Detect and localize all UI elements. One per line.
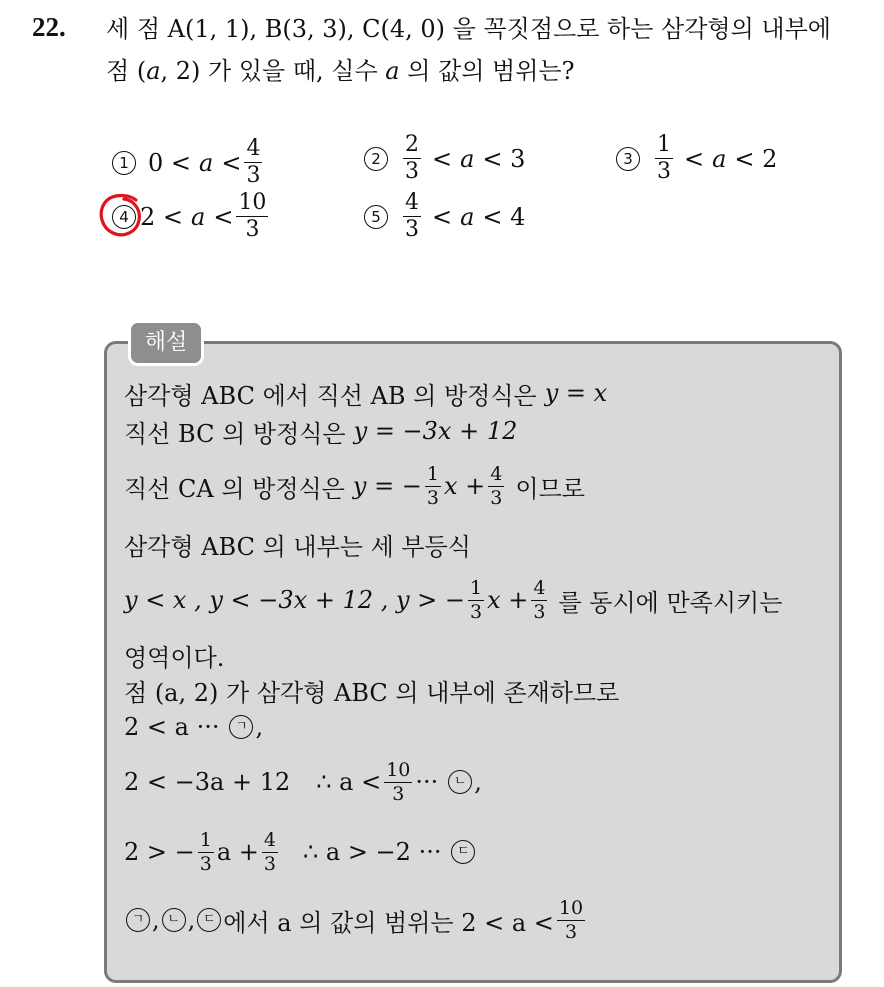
sol-line-10 [124, 828, 477, 875]
choice-5-var: a [460, 202, 475, 231]
sol-l5-f2-num: 4 [533, 576, 546, 599]
choice-2-var: a [460, 144, 475, 173]
sol-l10-mid: a + [216, 838, 259, 866]
choice-1-marker: 1 [112, 151, 136, 175]
choice-5-num: 4 [405, 190, 419, 215]
sol-line-1 [124, 373, 607, 413]
sol-l11-num: 10 [558, 896, 584, 919]
choice-2[interactable] [364, 134, 525, 183]
sol-line-4: 삼각형 ABC 의 내부는 세 부등식 [124, 532, 471, 561]
sol-l9-num: 10 [386, 758, 411, 781]
sol-l3-text: 직선 CA 의 방정식은 [124, 474, 345, 503]
choice-3-mid: < [684, 144, 705, 173]
sol-l5-ineq: y < x , y < −3x + 12 , y > − [124, 586, 466, 614]
sol-line-11: ㄱ , ㄴ , ㄷ 에서 a 의 값의 범위는 2 < a < $\frac{10}{3}$ [124, 900, 588, 940]
sol-l8-text: 2 < a ··· [124, 713, 220, 741]
sol-l10-text: 2 > − [124, 838, 195, 866]
choice-3-post: < 2 [734, 144, 778, 173]
sol-l3-f2-num: 4 [490, 462, 503, 485]
choice-4-var: a [191, 202, 206, 231]
choice-5-mid: < [432, 202, 453, 231]
answer-circle-annotation [96, 190, 148, 242]
solution-label: 해설 [128, 320, 204, 366]
choice-3-marker: 3 [616, 147, 640, 171]
sol-l10-f1-num: 1 [199, 828, 212, 851]
choice-4-pre: 2 < [140, 202, 184, 231]
circled-mark-digeut-2: ㄷ [197, 908, 221, 932]
choice-5-post: < 4 [482, 202, 526, 231]
q2-part-b: , 2) 가 있을 때, 실수 [160, 57, 386, 85]
sol-line-7: 점 (a, 2) 가 삼각형 ABC 의 내부에 존재하므로 [124, 678, 620, 707]
sol-l9-den: 3 [392, 782, 405, 805]
choice-2-den: 3 [405, 159, 419, 184]
choice-4-den: 3 [245, 217, 260, 242]
sol-line-6: 영역이다. [124, 643, 225, 672]
sol-l3-post: 이므로 [515, 474, 585, 503]
sol-l3-eq-pre: y = − [352, 472, 422, 500]
sol-l5-f1-num: 1 [470, 576, 483, 599]
choice-1-var: a [199, 148, 214, 177]
q2-var-2: a [385, 57, 400, 85]
sol-l11-text: 에서 a 의 값의 범위는 2 < a < [223, 908, 554, 937]
sol-l1-text: 삼각형 ABC 에서 직선 AB 의 방정식은 [124, 381, 537, 410]
sol-l9-therefore: ∴ a < [316, 768, 382, 796]
question-number: 22. [32, 12, 66, 42]
choice-1-mid: < [221, 148, 242, 177]
sol-l5-f2-den: 3 [533, 600, 546, 623]
choice-2-mid: < [432, 144, 453, 173]
sol-l3-f2-den: 3 [490, 486, 503, 509]
sol-l5-post: 를 동시에 만족시키는 [558, 588, 783, 617]
choice-1-num: 4 [246, 136, 261, 161]
choice-3[interactable] [616, 134, 777, 183]
choice-5-marker: 5 [364, 205, 388, 229]
sol-l9-dots: ··· [415, 768, 439, 796]
sol-l10-f2-den: 3 [263, 852, 276, 875]
choice-5-den: 3 [405, 217, 419, 242]
sol-l2-text: 직선 BC 의 방정식은 [124, 419, 346, 448]
sol-l2-eq: y = −3x + 12 [353, 417, 518, 445]
sol-l5-f1-den: 3 [470, 600, 483, 623]
sol-l9-post: , [474, 768, 482, 796]
sol-l10-f2-num: 4 [263, 828, 276, 851]
sol-l9-text: 2 < −3a + 12 [124, 768, 291, 796]
circled-mark-giyeok-2: ㄱ [126, 908, 150, 932]
choice-1-den: 3 [246, 163, 261, 188]
q2-var: a [146, 57, 161, 85]
q2-part-c: 의 값의 범위는? [399, 57, 575, 85]
sol-line-9 [124, 758, 482, 805]
sol-l5-mid: x + [487, 586, 529, 614]
circled-mark-digeut: ㄷ [451, 840, 475, 864]
sol-l10-f1-den: 3 [199, 852, 212, 875]
sol-line-2 [124, 411, 517, 451]
sol-l3-mid: x + [444, 472, 486, 500]
circled-mark-nieun-2: ㄴ [162, 908, 186, 932]
choice-4-num: 10 [238, 190, 267, 215]
choice-3-var: a [712, 144, 727, 173]
sol-l1-eq: y = x [544, 379, 608, 407]
choice-5[interactable] [364, 192, 525, 241]
choice-3-num: 1 [657, 132, 671, 157]
choice-1-pre: 0 < [148, 148, 192, 177]
choice-1[interactable] [112, 138, 265, 187]
sol-line-5 [124, 576, 783, 623]
choice-2-post: < 3 [482, 144, 526, 173]
sol-l8-post: , [255, 713, 264, 741]
question-line-2 [106, 56, 574, 86]
q2-part-a: 점 ( [106, 57, 147, 85]
choice-3-den: 3 [657, 159, 671, 184]
question-line-1: 세 점 A(1, 1), B(3, 3), C(4, 0) 을 꼭짓점으로 하는 삼각형의 내부에 [106, 15, 831, 43]
choice-2-marker: 2 [364, 147, 388, 171]
circled-mark-giyeok: ㄱ [229, 715, 253, 739]
circled-mark-nieun: ㄴ [448, 770, 472, 794]
sol-line-8 [124, 707, 263, 747]
choice-2-num: 2 [405, 132, 419, 157]
sol-l11-den: 3 [564, 920, 578, 943]
choice-4-mid: < [213, 202, 234, 231]
sol-l10-therefore: ∴ a > −2 ··· [302, 838, 442, 866]
choice-4-marker: 4 [112, 205, 136, 229]
sol-l3-f1-num: 1 [426, 462, 440, 485]
sol-l3-f1-den: 3 [426, 486, 440, 509]
sol-line-3 [124, 462, 585, 509]
